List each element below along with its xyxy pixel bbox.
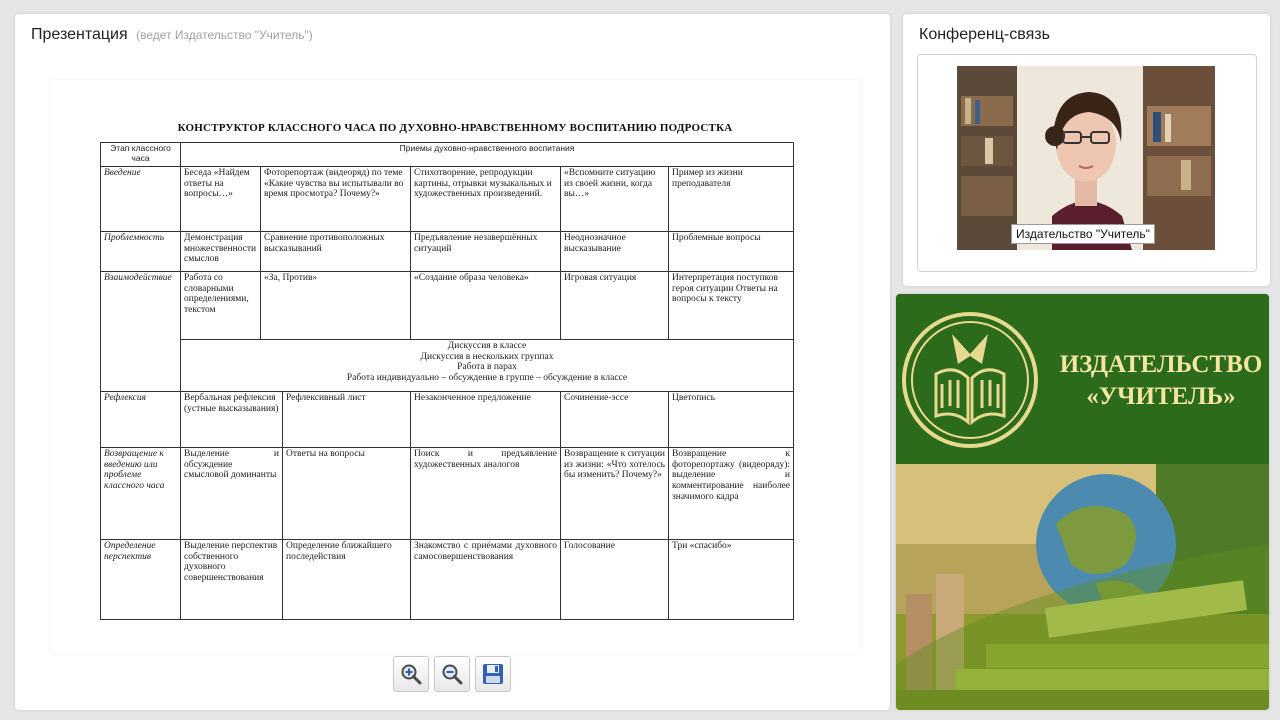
zoom-out-button[interactable] — [434, 656, 470, 692]
method-cell: Работа со словарными определениями, текстом — [181, 272, 261, 340]
stage-cell: Рефлексия — [101, 392, 181, 448]
table-header-row — [101, 143, 794, 167]
method-cell: Интерпретация поступков героя ситуации Ответы на вопросы к тексту — [669, 272, 794, 340]
method-cell: Предъявление незавершённых ситуаций — [411, 232, 561, 272]
zoom-in-button[interactable] — [393, 656, 429, 692]
method-cell: Выделение и обсуждение смысловой доминанты — [181, 448, 283, 540]
discussion-line: Работа индивидуально – обсуждение в группе – обсуждение в классе — [346, 372, 628, 383]
method-cell: Определение ближайшего последействия — [283, 540, 411, 620]
presentation-panel-title — [31, 26, 313, 44]
discussion-cell — [181, 340, 794, 392]
method-cell: Возвращение к фоторепортажу (видеоряду): выделение и комментирование наиболее значимого кадра — [669, 448, 794, 540]
video-frame — [917, 54, 1257, 272]
method-cell: Неоднозначное высказывание — [561, 232, 669, 272]
method-cell: Фоторепортаж (видеоряд) по теме «Какие чувства вы испытывали во время просмотра? Почему?» — [261, 167, 411, 232]
method-cell: Вербальная рефлексия (устные высказывания) — [181, 392, 283, 448]
method-cell: «За, Против» — [261, 272, 411, 340]
table-row — [101, 540, 794, 620]
zoom-out-icon — [441, 663, 463, 685]
slide-title: КОНСТРУКТОР КЛАССНОГО ЧАСА ПО ДУХОВНО-НРАВСТВЕННОМУ ВОСПИТАНИЮ ПОДРОСТКА — [177, 122, 733, 134]
method-cell: Незаконченное предложение — [411, 392, 561, 448]
video-participant-label: Издательство "Учитель" — [1011, 224, 1155, 244]
table-row — [101, 272, 794, 340]
methods-table-wrapper — [100, 142, 793, 620]
method-cell: Беседа «Найдем ответы на вопросы…» — [181, 167, 261, 232]
discussion-line: Дискуссия в нескольких группах — [420, 351, 554, 362]
header-stage: Этап классного часа — [101, 143, 181, 167]
stage-cell: Введение — [101, 167, 181, 232]
method-cell: Возвращение к ситуации из жизни: «Что хотелось бы изменить? Почему?» — [561, 448, 669, 540]
method-cell: Сравнение противоположных высказываний — [261, 232, 411, 272]
presentation-subtitle: (ведет Издательство "Учитель") — [136, 28, 313, 42]
method-cell: «Вспомните ситуацию из своей жизни, когда вы…» — [561, 167, 669, 232]
video-scene — [957, 66, 1215, 250]
method-cell: Цветопись — [669, 392, 794, 448]
method-cell: «Создание образа человека» — [411, 272, 561, 340]
zoom-in-icon — [400, 663, 422, 685]
method-cell: Стихотворение, репродукции картины, отрывки музыкальных и художественных произведений. — [411, 167, 561, 232]
publisher-name — [1056, 349, 1266, 413]
method-cell: Ответы на вопросы — [283, 448, 411, 540]
method-cell: Игровая ситуация — [561, 272, 669, 340]
table-row — [101, 392, 794, 448]
books-globe-image — [896, 464, 1269, 710]
presentation-title: Презентация — [31, 26, 128, 43]
publisher-banner[interactable] — [896, 294, 1269, 710]
method-cell: Поиск и предъявление художественных аналогов — [411, 448, 561, 540]
method-cell: Демонстрация множественности смыслов — [181, 232, 261, 272]
method-cell: Проблемные вопросы — [669, 232, 794, 272]
publisher-name-line1: ИЗДАТЕЛЬСТВО — [1059, 351, 1263, 378]
stage-cell: Взаимодействие — [101, 272, 181, 392]
table-row — [101, 448, 794, 540]
stage-cell: Возвращение к введению или проблеме классного часа — [101, 448, 181, 540]
method-cell: Рефлексивный лист — [283, 392, 411, 448]
presentation-slide — [50, 80, 860, 654]
method-cell: Сочинение-эссе — [561, 392, 669, 448]
publisher-name-line2: «УЧИТЕЛЬ» — [1086, 383, 1236, 410]
presentation-panel — [15, 14, 890, 710]
stage-cell: Проблемность — [101, 232, 181, 272]
floppy-disk-icon — [481, 662, 505, 686]
method-cell: Выделение перспектив собственного духовного совершенствования — [181, 540, 283, 620]
method-cell: Пример из жизни преподавателя — [669, 167, 794, 232]
header-methods: Приемы духовно-нравственного воспитания — [181, 143, 794, 167]
method-cell: Три «спасибо» — [669, 540, 794, 620]
conference-panel — [903, 14, 1270, 286]
table-row — [101, 340, 794, 392]
discussion-line: Дискуссия в классе — [447, 341, 527, 351]
table-row — [101, 167, 794, 232]
save-button[interactable] — [475, 656, 511, 692]
banner-top — [896, 294, 1269, 464]
discussion-line: Работа в парах — [457, 362, 517, 373]
publisher-logo — [896, 294, 1056, 464]
video-feed[interactable] — [957, 66, 1215, 250]
banner-image — [896, 464, 1269, 710]
conference-title: Конференц-связь — [919, 26, 1050, 43]
method-cell: Знакомство с приёмами духовного самосовершенствования — [411, 540, 561, 620]
table-row — [101, 232, 794, 272]
method-cell: Голосование — [561, 540, 669, 620]
methods-table — [100, 142, 794, 620]
stage-cell: Определение перспектив — [101, 540, 181, 620]
